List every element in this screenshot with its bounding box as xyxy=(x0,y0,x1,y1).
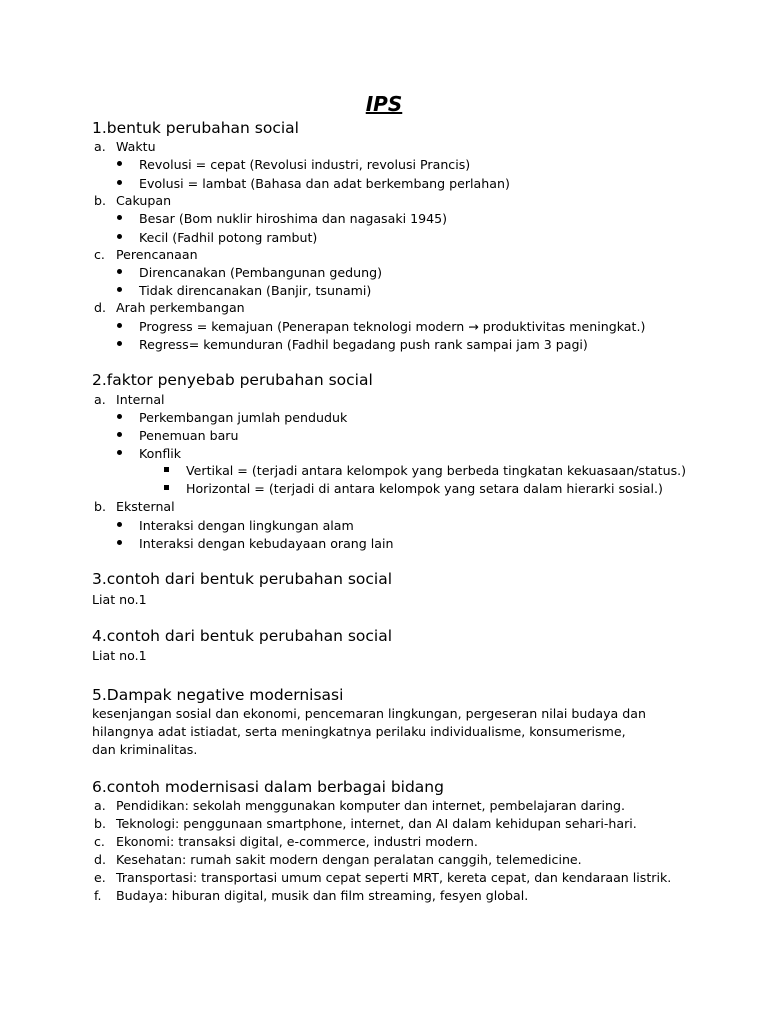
section-4-heading: 4.contoh dari bentuk perubahan social xyxy=(92,627,393,645)
list-item-label: Waktu xyxy=(116,139,156,154)
list-item: Penemuan baru xyxy=(139,428,239,443)
list-item: Perkembangan jumlah penduduk xyxy=(139,410,348,425)
bullet-icon xyxy=(117,287,122,292)
list-item: Interaksi dengan lingkungan alam xyxy=(139,518,354,533)
bullet-icon xyxy=(117,450,122,455)
list-item: Evolusi = lambat (Bahasa dan adat berkembang perlahan) xyxy=(139,176,510,191)
bullet-icon xyxy=(117,540,122,545)
bullet-icon xyxy=(117,234,122,239)
list-marker: f. xyxy=(94,888,102,903)
list-marker: b. xyxy=(94,816,106,831)
bullet-icon xyxy=(117,432,122,437)
list-item: Direncanakan (Pembangunan gedung) xyxy=(139,265,382,280)
list-item: Transportasi: transportasi umum cepat seperti MRT, kereta cepat, dan kendaraan listrik. xyxy=(116,870,672,885)
list-item: Tidak direncanakan (Banjir, tsunami) xyxy=(139,283,372,298)
list-item: Revolusi = cepat (Revolusi industri, revolusi Prancis) xyxy=(139,157,471,172)
section-1-heading: 1.bentuk perubahan social xyxy=(92,119,299,137)
list-marker: a. xyxy=(94,392,106,407)
list-item-label: Arah perkembangan xyxy=(116,300,245,315)
section-4-text: Liat no.1 xyxy=(92,648,147,663)
bullet-icon xyxy=(117,522,122,527)
list-item: Teknologi: penggunaan smartphone, internet, dan AI dalam kehidupan sehari-hari. xyxy=(116,816,637,831)
section-5-paragraph: kesenjangan sosial dan ekonomi, pencemaran lingkungan, pergeseran nilai budaya dan hilangnya adat istiadat, serta meningkatnya perilaku individualisme, konsumerisme, dan kriminalitas. xyxy=(92,706,646,757)
list-item: Kesehatan: rumah sakit modern dengan peralatan canggih, telemedicine. xyxy=(116,852,582,867)
square-bullet-icon xyxy=(164,485,169,490)
section-3-heading: 3.contoh dari bentuk perubahan social xyxy=(92,570,393,588)
bullet-icon xyxy=(117,180,122,185)
bullet-icon xyxy=(117,215,122,220)
list-item: Regress= kemunduran (Fadhil begadang push rank sampai jam 3 pagi) xyxy=(139,337,588,352)
list-item-label: Perencanaan xyxy=(116,247,198,262)
list-item: Ekonomi: transaksi digital, e-commerce, industri modern. xyxy=(116,834,478,849)
bullet-icon xyxy=(117,414,122,419)
list-item: Pendidikan: sekolah menggunakan komputer dan internet, pembelajaran daring. xyxy=(116,798,625,813)
bullet-icon xyxy=(117,323,122,328)
list-item: Konflik xyxy=(139,446,182,461)
document-title: IPS xyxy=(365,92,403,116)
list-marker: d. xyxy=(94,300,106,315)
list-item-label: Internal xyxy=(116,392,165,407)
list-item-label: Cakupan xyxy=(116,193,172,208)
list-marker: e. xyxy=(94,870,106,885)
bullet-icon xyxy=(117,269,122,274)
list-item: Horizontal = (terjadi di antara kelompok yang setara dalam hierarki sosial.) xyxy=(186,481,663,496)
list-item: Vertikal = (terjadi antara kelompok yang berbeda tingkatan kekuasaan/status.) xyxy=(186,463,687,478)
list-marker: b. xyxy=(94,499,106,514)
bullet-icon xyxy=(117,341,122,346)
list-marker: d. xyxy=(94,852,106,867)
list-item-label: Eksternal xyxy=(116,499,175,514)
section-2-heading: 2.faktor penyebab perubahan social xyxy=(92,371,373,389)
bullet-icon xyxy=(117,161,122,166)
list-marker: a. xyxy=(94,798,106,813)
section-6-heading: 6.contoh modernisasi dalam berbagai bidang xyxy=(92,778,444,796)
list-item: Besar (Bom nuklir hiroshima dan nagasaki 1945) xyxy=(139,211,448,226)
list-item: Interaksi dengan kebudayaan orang lain xyxy=(139,536,394,551)
list-item: Kecil (Fadhil potong rambut) xyxy=(139,230,318,245)
list-marker: a. xyxy=(94,139,106,154)
section-3-text: Liat no.1 xyxy=(92,592,147,607)
list-item: Progress = kemajuan (Penerapan teknologi modern → produktivitas meningkat.) xyxy=(139,319,646,334)
square-bullet-icon xyxy=(164,467,169,472)
section-5-heading: 5.Dampak negative modernisasi xyxy=(92,686,344,704)
list-marker: c. xyxy=(94,247,105,262)
list-marker: c. xyxy=(94,834,105,849)
list-marker: b. xyxy=(94,193,106,208)
list-item: Budaya: hiburan digital, musik dan film streaming, fesyen global. xyxy=(116,888,529,903)
